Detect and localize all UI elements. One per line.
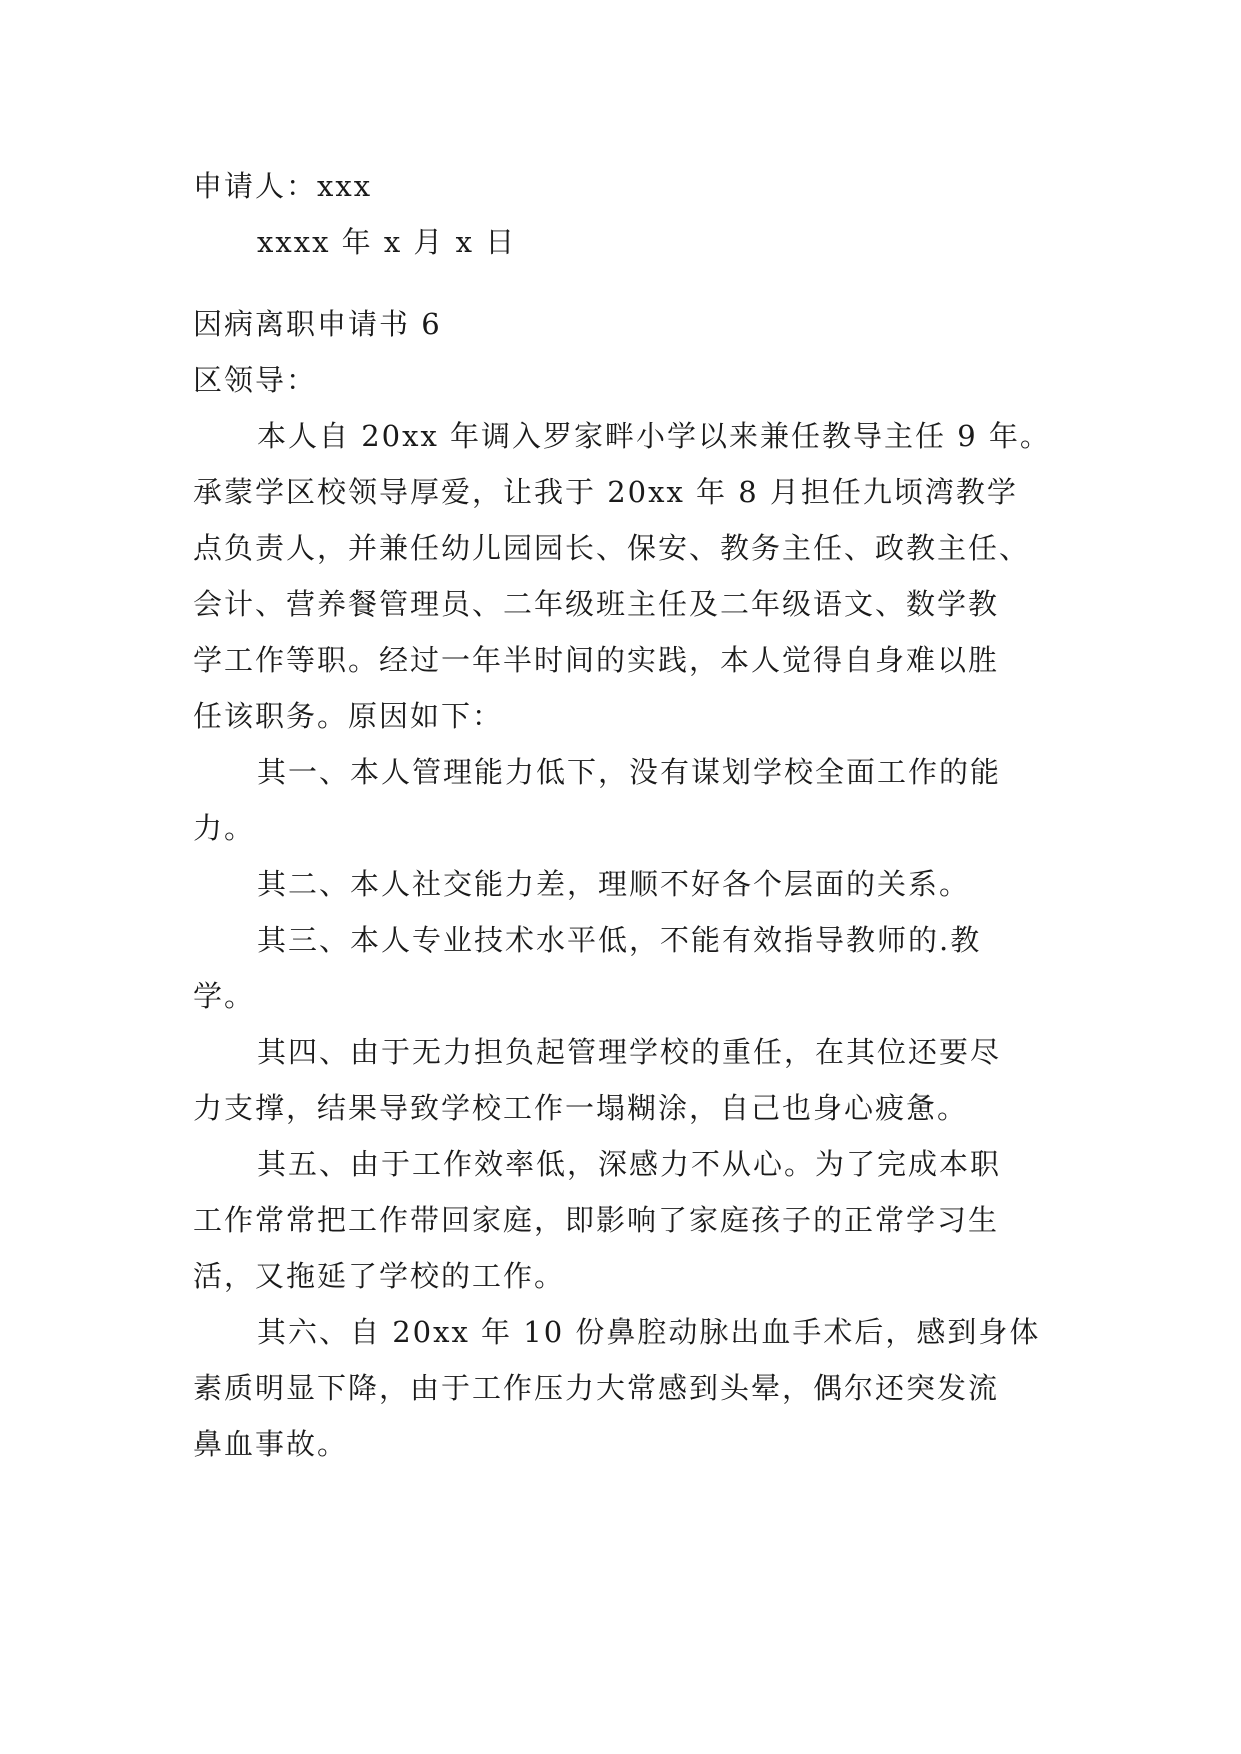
reason-line: 鼻血事故。 [193,1427,349,1461]
reason-line: 学。 [193,979,256,1013]
reason-line: 工作常常把工作带回家庭，即影响了家庭孩子的正常学习生 [193,1203,1000,1237]
paragraph-line: 会计、营养餐管理员、二年级班主任及二年级语文、数学教 [193,587,1000,621]
reason-line: 其三、本人专业技术水平低，不能有效指导教师的.教 [257,923,982,957]
salutation: 区领导： [193,363,318,397]
reason-line: 素质明显下降，由于工作压力大常感到头晕，偶尔还突发流 [193,1371,1000,1405]
reason-line: 其五、由于工作效率低，深感力不从心。为了完成本职 [257,1147,1002,1181]
paragraph-line: 点负责人，并兼任幼儿园园长、保安、教务主任、政教主任、 [193,531,1031,565]
reason-line: 其二、本人社交能力差，理顺不好各个层面的关系。 [257,867,971,901]
paragraph-line: 任该职务。原因如下： [193,699,504,733]
reason-line: 活，又拖延了学校的工作。 [193,1259,566,1293]
reason-line: 其四、由于无力担负起管理学校的重任，在其位还要尽 [257,1035,1002,1069]
paragraph-line: 学工作等职。经过一年半时间的实践，本人觉得自身难以胜 [193,643,1000,677]
reason-line: 其六、自 20xx 年 10 份鼻腔动脉出血手术后，感到身体 [257,1315,1041,1349]
paragraph-line: 本人自 20xx 年调入罗家畔小学以来兼任教导主任 9 年。 [257,419,1051,453]
letter-title: 因病离职申请书 6 [193,307,442,341]
date-line: xxxx 年 x 月 x 日 [257,225,517,259]
paragraph-line: 承蒙学区校领导厚爱，让我于 20xx 年 8 月担任九顷湾教学 [193,475,1018,509]
reason-line: 力支撑，结果导致学校工作一塌糊涂，自己也身心疲惫。 [193,1091,969,1125]
applicant-line: 申请人：xxx [193,169,373,203]
reason-line: 其一、本人管理能力低下，没有谋划学校全面工作的能 [257,755,1002,789]
reason-line: 力。 [193,811,256,845]
